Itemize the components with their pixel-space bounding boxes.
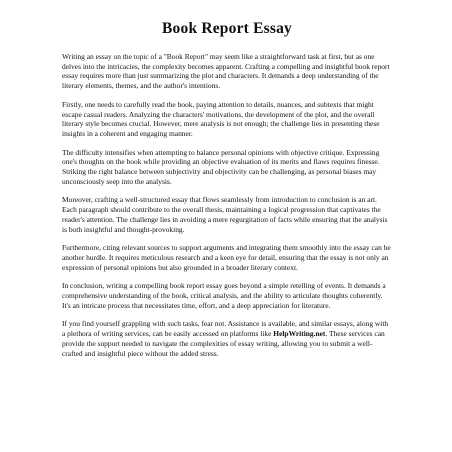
paragraph-intro: Writing an essay on the topic of a "Book Report" may seem like a straightforward task at first, but as one delves into the intricacies, the complexity becomes apparent. Crafting a compelling and insightful book report essay requires more than just summarizing the plot and characters. It demands a deep understanding of the literary elements, themes, and the author's intentions.: [62, 52, 390, 91]
paragraph-assistance: [62, 319, 392, 358]
helpwriting-link[interactable]: HelpWriting.net: [273, 329, 326, 339]
assistance-text-after: . These services can provide the support needed to navigate the complexities of essay writing, allowing you to submit a well-crafted and insightful piece without the added stress.: [62, 329, 385, 358]
paragraph-balance: The difficulty intensifies when attempting to balance personal opinions with objective critique. Expressing one's thoughts on the book while providing an objective evaluation of its merits and flaws requires finesse. Striking the right balance between subjectivity and objectivity can be challenging, as personal biases may unconsciously seep into the analysis.: [62, 147, 380, 186]
document-title: Book Report Essay: [162, 20, 292, 37]
paragraph-conclusion: In conclusion, writing a compelling book report essay goes beyond a simple retelling of events. It demands a comprehensive understanding of the book, critical analysis, and the ability to articulate thoughts coherently. It's an intricate process that necessitates time, effort, and a deep appreciation for literature.: [62, 281, 386, 310]
document-page: [62, 20, 392, 367]
paragraph-sources: Furthermore, citing relevant sources to support arguments and integrating them smoothly into the essay can be another hurdle. It requires meticulous research and a keen eye for detail, ensuring that the essay is not only an expression of personal opinions but also grounded in a broader literary context.: [62, 243, 391, 272]
assistance-text-before: If you find yourself grappling with such tasks, fear not. Assistance is available, and similar essays, along with a plethora of writing services, can be easily accessed on platforms like: [62, 319, 389, 339]
paragraph-reading: Firstly, one needs to carefully read the book, paying attention to details, nuances, and subtexts that might escape casual readers. Analyzing the characters' motivations, the development of the plot, and the overall literary style becomes crucial. However, mere analysis is not enough; the challenge lies in presenting these insights in a coherent and engaging manner.: [62, 99, 380, 138]
paragraph-structure: Moreover, crafting a well-structured essay that flows seamlessly from introduction to conclusion is an art. Each paragraph should contribute to the overall thesis, maintaining a logical progression that captivates the reader's attention. The challenge lies in avoiding a mere regurgitation of facts while ensuring that the analysis is both insightful and thought-provoking.: [62, 195, 388, 234]
